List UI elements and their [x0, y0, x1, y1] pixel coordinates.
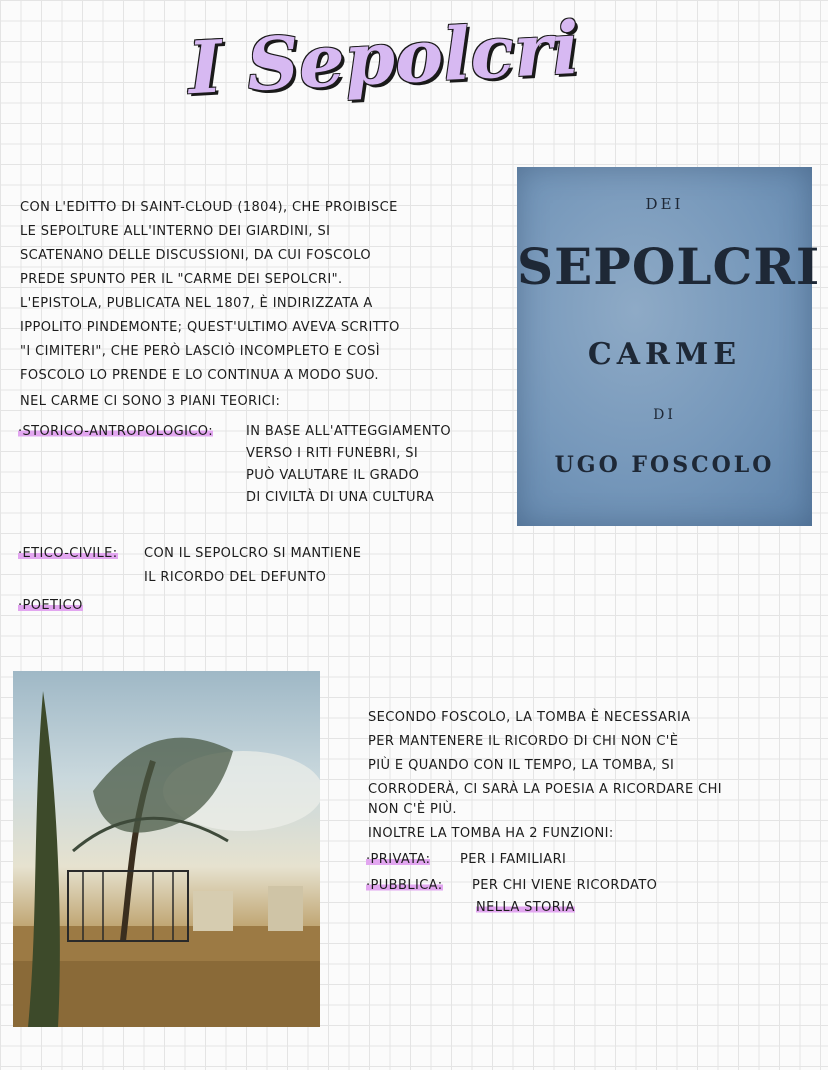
intro-line: SCATENANO DELLE DISCUSSIONI, DA CUI FOSCOLO	[20, 248, 372, 263]
privata-text: PER I FAMILIARI	[460, 852, 567, 867]
tomba-line: SECONDO FOSCOLO, LA TOMBA È NECESSARIA	[368, 710, 691, 725]
tomba-line: PER MANTENERE IL RICORDO DI CHI NON C'È	[368, 734, 679, 749]
book-cover-image	[517, 167, 821, 526]
tomba-line: CORRODERÀ, CI SARÀ LA POESIA A RICORDARE CHI	[368, 782, 722, 797]
intro-line: "I CIMITERI", CHE PERÒ LASCIÒ INCOMPLETO E COSÌ	[20, 344, 381, 359]
pubblica-text: PER CHI VIENE RICORDATO	[472, 878, 658, 893]
painting-scene	[13, 671, 320, 1027]
intro-line: FOSCOLO LO PRENDE E LO CONTINUA A MODO SUO.	[20, 368, 379, 383]
book-cover-title: SEPOLCRI	[517, 237, 821, 296]
intro-line: NEL CARME CI SONO 3 PIANI TEORICI:	[20, 394, 281, 409]
poetico-label: ·POETICO	[18, 598, 83, 613]
book-cover-dei: DEI	[645, 195, 684, 213]
page-title: I Sepolcri	[186, 4, 582, 111]
pubblica-text: NELLA STORIA	[476, 900, 575, 915]
tomba-line: NON C'È PIÙ.	[368, 802, 457, 817]
storico-text: DI CIVILTÀ DI UNA CULTURA	[246, 490, 435, 505]
intro-line: CON L'EDITTO DI SAINT-CLOUD (1804), CHE PROIBISCE	[20, 200, 398, 215]
cemetery-painting	[13, 671, 320, 1027]
etico-text: IL RICORDO DEL DEFUNTO	[144, 570, 327, 585]
storico-text: IN BASE ALL'ATTEGGIAMENTO	[246, 424, 452, 439]
storico-text: PUÒ VALUTARE IL GRADO	[246, 468, 420, 483]
storico-text: VERSO I RITI FUNEBRI, SI	[246, 446, 419, 461]
etico-label: ·ETICO-CIVILE:	[18, 546, 118, 561]
book-cover-carme: CARME	[587, 337, 742, 372]
intro-line: PREDE SPUNTO PER IL "CARME DEI SEPOLCRI".	[20, 272, 343, 287]
book-cover-di: DI	[653, 407, 676, 423]
intro-line: L'EPISTOLA, PUBLICATA NEL 1807, È INDIRIZZATA A	[20, 296, 373, 311]
book-cover-author: UGO FOSCOLO	[554, 452, 775, 478]
pubblica-label: ·PUBBLICA:	[366, 878, 443, 893]
etico-text: CON IL SEPOLCRO SI MANTIENE	[144, 546, 362, 561]
intro-line: LE SEPOLTURE ALL'INTERNO DEI GIARDINI, SI	[20, 224, 331, 239]
intro-line: IPPOLITO PINDEMONTE; QUEST'ULTIMO AVEVA SCRITTO	[20, 320, 400, 335]
privata-label: ·PRIVATA:	[366, 852, 431, 867]
storico-label: ·STORICO-ANTROPOLOGICO:	[18, 424, 213, 439]
tomba-line: INOLTRE LA TOMBA HA 2 FUNZIONI:	[368, 826, 614, 841]
tomba-line: PIÙ E QUANDO CON IL TEMPO, LA TOMBA, SI	[368, 758, 675, 773]
